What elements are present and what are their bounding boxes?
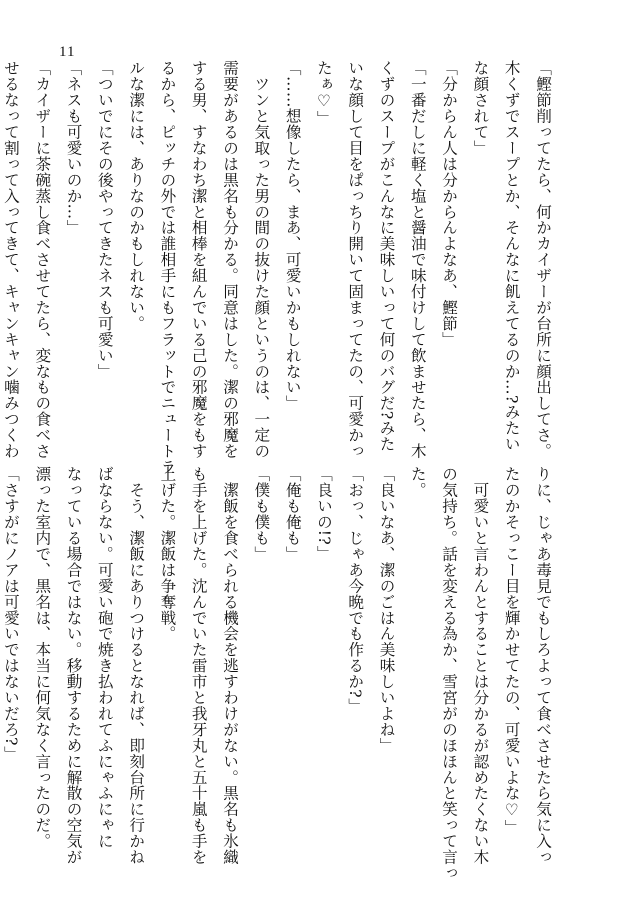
lower-text-line: 「おっ、じゃあ今晩でも作るか?」	[346, 466, 365, 714]
text-block-lower	[1, 466, 558, 881]
upper-text-line: ツンと気取った男の間の抜けた顔というのは、一定の	[252, 60, 271, 459]
lower-text-line: 漂った室内で、黒名は、本当に何気なく言ったのだ。	[33, 466, 52, 849]
lower-text-line: の気持ち。話を変える為か、雪宮がのほほんと笑って言っ	[440, 466, 459, 881]
upper-text-line: くずのスープがこんなに美味しいって何のバグだ?みた	[377, 60, 396, 452]
lower-text-line: 「さすがにノアは可愛いではないだろ?」	[1, 466, 20, 762]
lower-text-line: 可愛いと言わんとすることは分かるが認めたくない木	[471, 466, 490, 865]
upper-text-line: 「鰹節削ってたら、何かカイザーが台所に顔出してさ。	[534, 60, 552, 459]
lower-text-line: そう、潔飯にありつけるとなれば、即刻台所に行かね	[127, 466, 146, 865]
lower-text-line: も手を上げた。沈んでいた雷市と我牙丸と五十嵐も手を	[189, 466, 208, 865]
lower-text-line: ばならない。可愛い砲で焼き払われてふにゃふにゃに	[95, 466, 114, 849]
upper-text-line: する男、すなわち潔と相棒を組んでいる己の邪魔をもす	[189, 60, 208, 459]
lower-text-line: 上げた。潔飯は争奪戦。	[158, 466, 177, 642]
lower-text-line: なっている場合ではない。移動するために解散の空気が	[64, 466, 83, 865]
lower-text-line: りに、じゃあ毒見でもしろよって食べさせたら気に入っ	[534, 466, 552, 865]
upper-text-line: 「……想像したら、まあ、可愛いかもしれない」	[283, 60, 302, 411]
upper-text-line: たぁ♡」	[314, 60, 333, 127]
upper-text-line: 「カイザーに茶碗蒸し食べさせてたら、変なもの食べさ	[33, 60, 52, 459]
lower-text-line: たのかそっこー目を輝かせてたの、可愛いよな♡」	[502, 466, 521, 836]
upper-text-line: ルな潔には、ありなのかもしれない。	[127, 60, 146, 332]
lower-text-line: 「僕も僕も」	[252, 466, 271, 562]
lower-text-line: 「良いなあ、潔のごはん美味しいよね」	[377, 466, 396, 754]
upper-text-line: な顔されて」	[471, 60, 490, 156]
lower-text-line: 「俺も俺も」	[283, 466, 302, 562]
upper-text-line: 木くずでスープとか、そんなに飢えてるのか…?みたい	[502, 60, 521, 452]
upper-text-line: 「一番だしに軽く塩と醤油で味付けして飲ませたら、木	[408, 60, 427, 459]
upper-text-line: 「分からん人は分からんよなあ、鰹節」	[440, 60, 459, 348]
lower-text-line: 潔飯を食べられる機会を逃すわけがない。黒名も氷織	[221, 466, 240, 865]
upper-text-line: いな顔して目をぱっちり開いて固まってたの、可愛かっ	[346, 60, 365, 459]
upper-text-line: 「ネスも可愛いのか…」	[64, 60, 83, 236]
upper-text-line: 「ついでにその後やってきたネスも可愛い」	[95, 60, 114, 379]
page-number: 11	[59, 44, 76, 60]
upper-text-line: 需要があるのは黒名も分かる。同意はした。潔の邪魔を	[221, 60, 240, 459]
lower-text-line: た。	[408, 466, 427, 498]
upper-text-line: るから、ピッチの外では誰相手にもフラットでニュートラ	[158, 60, 177, 475]
text-block-upper	[1, 60, 558, 475]
lower-text-line: 「良いの!?」	[314, 466, 333, 562]
upper-text-line: せるなって割って入ってきて、キャンキャン噛みつくわ	[1, 60, 20, 459]
